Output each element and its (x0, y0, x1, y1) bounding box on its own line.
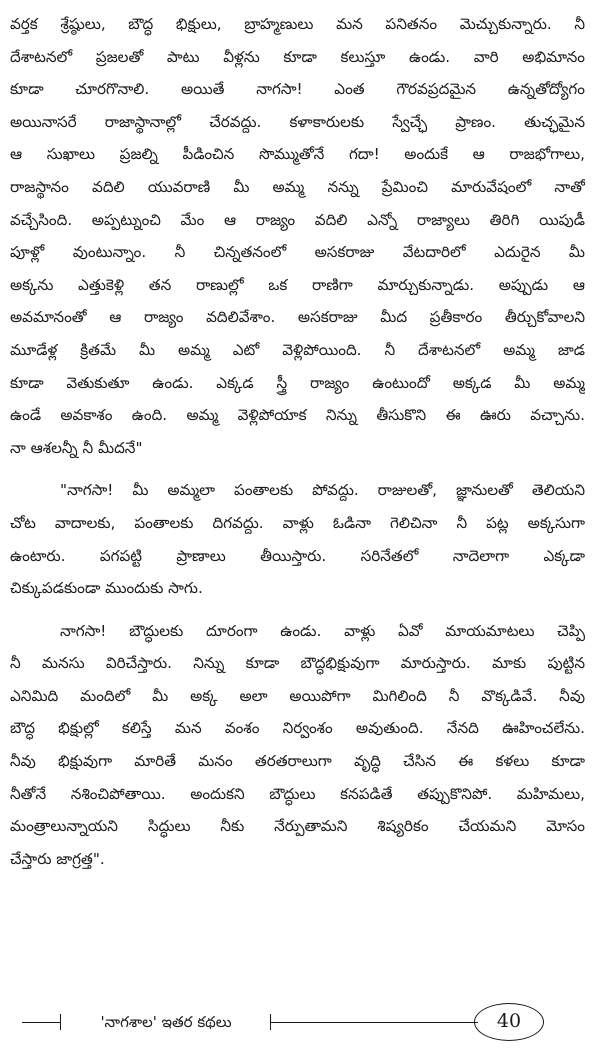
page-footer (22, 1000, 582, 1048)
text-line: వర్తక శ్రేష్ఠులు, బౌద్ధ భిక్షులు, బ్రాహ్మణులు మన పనితనం మెచ్చుకున్నారు. నీ (10, 15, 585, 33)
text-line: కూడా వెతుకుతూ ఉండు. ఎక్కడ స్త్రీ రాజ్యం ఉంటుందో అక్కడ మీ అమ్మ (10, 373, 585, 392)
text-line: మంత్రాలున్నాయని సిద్ధులు నీకు నేర్పుతామని శిష్యరికం చేయమని మోసం (10, 817, 585, 836)
footer-rule-left (22, 1022, 60, 1023)
text-line: నీతోనే నశించిపోతాయి. అందుకని బౌద్ధులు కనపడితే తప్పుకొనిపో. మహిమలు, (10, 784, 585, 803)
footer-rule-right (270, 1022, 478, 1023)
text-line: రాజస్థానం వదిలి యువరాణి మీ అమ్మ నన్ను ప్రేమించి మారువేషంలో నాతో (10, 177, 585, 196)
text-line: అవమానంతో ఆ రాజ్యం వదిలివేశాం. అసకరాజు మీద ప్రతీకారం తీర్చుకోవాలని (10, 308, 585, 327)
page-body (10, 8, 585, 875)
text-line: చేస్తారు జాగ్రత్త". (10, 849, 105, 868)
text-line: బౌద్ధ భిక్షుల్లో కలిస్తే మన వంశం నిర్వంశం అవుతుంది. నేనది ఊహించలేను. (10, 719, 585, 738)
paragraph-2 (10, 474, 585, 604)
text-line: మూడేళ్ల క్రితమే మీ అమ్మ ఎటో వెళ్లిపోయింది. నీ దేశాటనలో అమ్మ జాడ (10, 340, 585, 359)
text-line: కూడా చూరగొనాలి. అయితే నాగసా! ఎంత గౌరవప్రదమైన ఉన్నతోద్యోగం (10, 80, 585, 99)
text-line: నీ మనసు విరిచేస్తారు. నిన్ను కూడా బౌద్ధభిక్షువుగా మారుస్తారు. మాకు పుట్టిన (10, 654, 585, 673)
paragraph-gap (10, 605, 585, 615)
footer-tick-left (60, 1014, 61, 1030)
text-line: ఆ సుఖాలు ప్రజల్ని పీడించిన సొమ్ముతోనే గదా! అందుకే ఆ రాజభోగాలు, (10, 145, 585, 164)
text-line: నా ఆశలన్నీ నీ మీదనే" (10, 438, 143, 457)
text-line: పూళ్లో వుంటున్నాం. నీ చిన్నతనంలో అసకరాజు వేటదారిలో ఎదురైన మీ (10, 243, 585, 262)
footer-book-title: 'నాగశాల' ఇతర కథలు (100, 1013, 232, 1031)
text-line: నాగసా! బౌద్ధులకు దూరంగా ఉండు. వాళ్లు ఏవో మాయమాటలు చెప్పి (60, 621, 585, 640)
page-number: 40 (474, 1003, 544, 1041)
text-line: అయినాసరే రాజాస్థానాల్లో చేరవద్దు. కళాకారులకు స్వేచ్ఛే ప్రాణం. తుచ్ఛమైన (10, 112, 585, 131)
paragraph-gap (10, 464, 585, 474)
text-line: ఎనిమిది మందిలో మీ అక్క అలా అయిపోగా మిగిలింది నీ వొక్కడివే. నీవు (10, 686, 585, 705)
text-line: నీవు భిక్షువుగా మారితే మనం తరతరాలుగా వృద్ధి చేసిన ఈ కళలు కూడా (10, 752, 585, 771)
paragraph-1 (10, 8, 585, 464)
text-line: చోట వాదాలకు, పంతాలకు దిగవద్దు. వాళ్లు ఓడినా గెలిచినా నీ పట్ల అక్కసుగా (10, 513, 585, 532)
text-line: ఉంటారు. పగపట్టి ప్రాణాలు తీయిస్తారు. సరినేతలో నాదెలాగా ఎక్కడా (10, 546, 585, 565)
paragraph-3 (10, 615, 585, 876)
text-line: అక్కను ఎత్తుకెళ్లి తన రాణుల్లో ఒక రాణిగా మార్చుకున్నాడు. అప్పుడు ఆ (10, 275, 585, 294)
text-line: చిక్కుపడకుండా ముందుకు సాగు. (10, 579, 203, 598)
text-line: దేశాటనలో ప్రజలతో పాటు వీళ్లను కూడా కలుస్తూ ఉండు. వారి అభిమానం (10, 47, 585, 66)
text-line: ఉండే అవకాశం ఉంది. అమ్మ వెళ్లిపోయాక నిన్ను తీసుకొని ఈ ఊరు వచ్చాను. (10, 406, 585, 425)
text-line: "నాగసా! మీ అమ్మలా పంతాలకు పోవద్దు. రాజులతో, జ్ఞానులతో తెలియని (60, 481, 585, 500)
text-line: వచ్చేసింది. అప్పట్నుంచి మేం ఆ రాజ్యం వదిలి ఎన్నో రాజ్యాలు తిరిగి యిపుడీ (10, 210, 585, 229)
